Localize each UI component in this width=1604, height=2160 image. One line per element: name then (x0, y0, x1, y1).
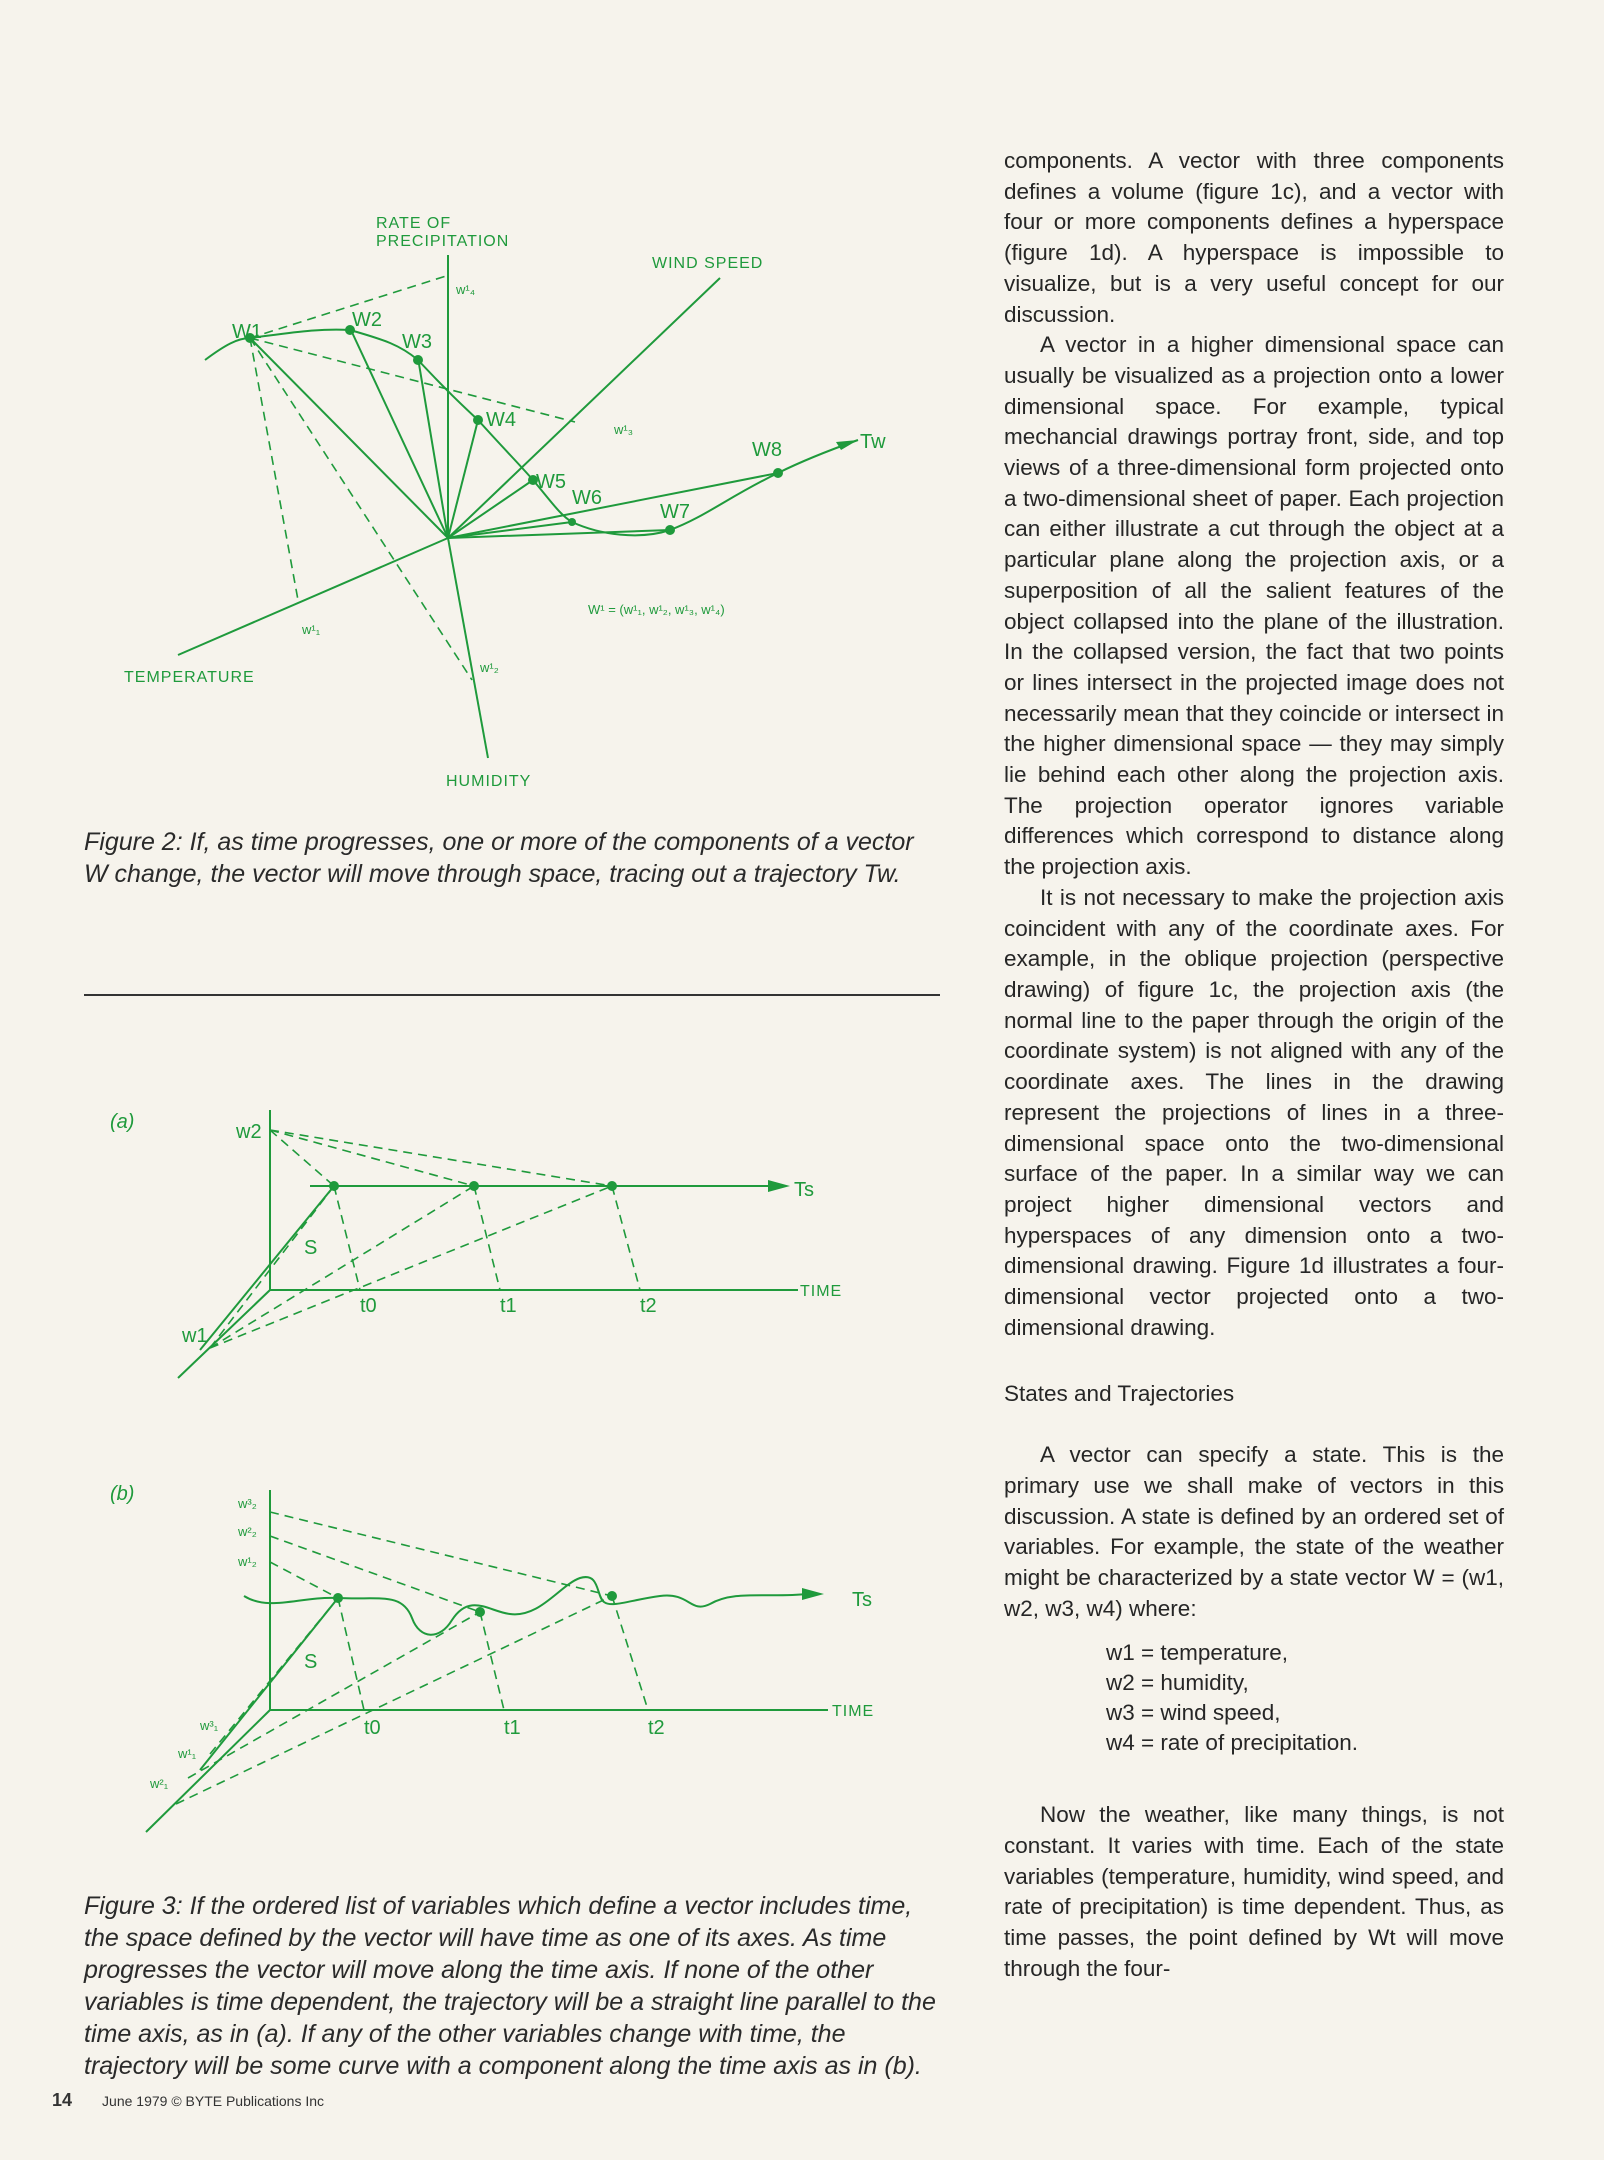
label-w3: W3 (402, 331, 432, 353)
component-w4: w¹₄ (456, 282, 476, 297)
panel-label-b: (b) (110, 1483, 135, 1505)
point-w4 (473, 415, 483, 425)
label-t2: t2 (648, 1717, 665, 1739)
label-w2-1: w¹₂ (238, 1554, 257, 1569)
article-body (1004, 146, 1504, 1985)
temperature-axis (178, 538, 448, 655)
label-w5: W5 (536, 471, 566, 493)
label-t1: t1 (504, 1717, 521, 1739)
point-w8 (773, 468, 783, 478)
panel-label-a: (a) (110, 1111, 135, 1133)
figure-3-caption: Figure 3: If the ordered list of variables which define a vector includes time, the space defined by the vector will have time as one of its axes. As time progresses the vector will move along the time axis. If none of the other variables is time dependent, the trajectory will be a straight line parallel to the time axis, as in (a). If any of the other variables change with time, the trajectory will be some curve with a component along the time axis as in (b). (84, 1892, 936, 2080)
label-w1-2: w²₁ (150, 1776, 169, 1791)
paragraph-2: A vector in a higher dimensional space can usually be visualized as a projection onto a lower dimensional space. For example, typical mechancial drawings portray front, side, and top views of a three-dimensional form projected onto a two-dimensional sheet of paper. Each projection can either illustrate a cut through the object at a particular plane along the projection axis, or a superposition of all the salient features of the object collapsed into the plane of the illustration. In the collapsed version, the fact that two points or lines intersect in the projected image does not necessarily mean that they coincide or intersect in the higher dimensional space — they may simply lie behind each other along the projection axis. The projection operator ignores variable differences which correspond to distance along the projection axis. (1004, 332, 1504, 880)
section-heading: States and Trajectories (1004, 1381, 1235, 1407)
label-t0: t0 (364, 1717, 381, 1739)
label-w1-1: w¹₁ (178, 1746, 197, 1761)
label-ts: Ts (852, 1589, 872, 1611)
point-w3 (413, 355, 423, 365)
paragraph-3: It is not necessary to make the projection axis coincident with any of the coordinate axes. For example, in the oblique projection (perspective drawing) of figure 1c, the projection axis (the normal line to the paper through the origin of the coordinate system) is not aligned with any of the coordinate axes. The lines in the drawing represent the projections of lines in a three-dimensional space onto the two-dimensional surface of the paper. In a similar way we can project higher dimensional vectors and hyperspaces of any dimension onto a two-dimensional drawing. Figure 1d illustrates a four-dimensional vector projected onto a two-dimensional drawing. (1004, 884, 1504, 1340)
def-w4: w4 = rate of precipitation. (1106, 1730, 1359, 1756)
trajectory-tw (205, 330, 858, 536)
figure-2-diagram (100, 200, 920, 800)
vector-formula: W¹ = (w¹₁, w¹₂, w¹₃, w¹₄) (588, 602, 725, 617)
label-s: S (304, 1237, 318, 1259)
label-t2: t2 (640, 1295, 657, 1317)
def-w2: w2 = humidity, (1106, 1670, 1249, 1696)
label-w7: W7 (660, 501, 690, 523)
label-w8: W8 (752, 439, 782, 461)
point-w7 (665, 525, 675, 535)
trajectory-ts (244, 1577, 808, 1635)
label-w2: W2 (352, 309, 382, 331)
label-t0: t0 (360, 1295, 377, 1317)
figure-3b-diagram (100, 1470, 900, 1840)
paragraph-5: Now the weather, like many things, is not constant. It varies with time. Each of the state variables (temperature, humidity, wind speed, and rate of precipitation) is time dependent. Thus, as time passes, the point defined by Wt will move through the four- (1004, 1802, 1504, 1981)
label-w6: W6 (572, 487, 602, 509)
variable-definitions (1106, 1638, 1504, 1758)
label-w2-3: w³₂ (238, 1496, 257, 1511)
label-time: TIME (832, 1703, 875, 1720)
page-number: 14 (52, 2090, 73, 2110)
label-w2: w2 (236, 1121, 262, 1143)
label-w1-3: w³₁ (200, 1718, 219, 1733)
label-w1: W1 (232, 321, 262, 343)
horizontal-rule (84, 994, 940, 996)
label-s: S (304, 1651, 318, 1673)
component-w3: w¹₃ (614, 422, 634, 437)
page-footer (52, 2090, 324, 2111)
component-w2: w¹₂ (480, 660, 499, 675)
label-w4: W4 (486, 409, 516, 431)
axis-label-precipitation: RATE OF PRECIPITATION (376, 215, 510, 250)
axis-label-wind: WIND SPEED (652, 255, 764, 272)
paragraph-4: A vector can specify a state. This is the primary use we shall make of vectors in this discussion. A state is defined by an ordered set of variables. For example, the state of the weather might be characterized by a state vector W = (w1, w2, w3, w4) where: (1004, 1442, 1504, 1621)
label-t1: t1 (500, 1295, 517, 1317)
label-time: TIME (800, 1283, 843, 1300)
axis-label-temperature: TEMPERATURE (124, 669, 255, 686)
label-w1: w1 (182, 1325, 208, 1347)
label-tw: Tw (860, 431, 886, 453)
component-w1: w¹₁ (302, 622, 321, 637)
figure-2-caption: Figure 2: If, as time progresses, one or more of the components of a vector W change, the vector will move through space, tracing out a trajectory Tw. (84, 828, 914, 888)
def-w3: w3 = wind speed, (1106, 1700, 1281, 1726)
label-ts: Ts (794, 1179, 814, 1201)
point-w6 (568, 518, 576, 526)
label-w2-2: w²₂ (238, 1524, 257, 1539)
humidity-axis (448, 538, 488, 758)
figure-3a-diagram (100, 1090, 900, 1390)
paragraph-1: components. A vector with three components defines a volume (figure 1c), and a vector with four or more components defines a hyperspace (figure 1d). A hyperspace is impossible to visualize, but is a very useful concept for our discussion. (1004, 148, 1504, 327)
axis-label-humidity: HUMIDITY (446, 773, 532, 790)
footer-text: June 1979 © BYTE Publications Inc (102, 2093, 325, 2109)
def-w1: w1 = temperature, (1106, 1640, 1288, 1666)
